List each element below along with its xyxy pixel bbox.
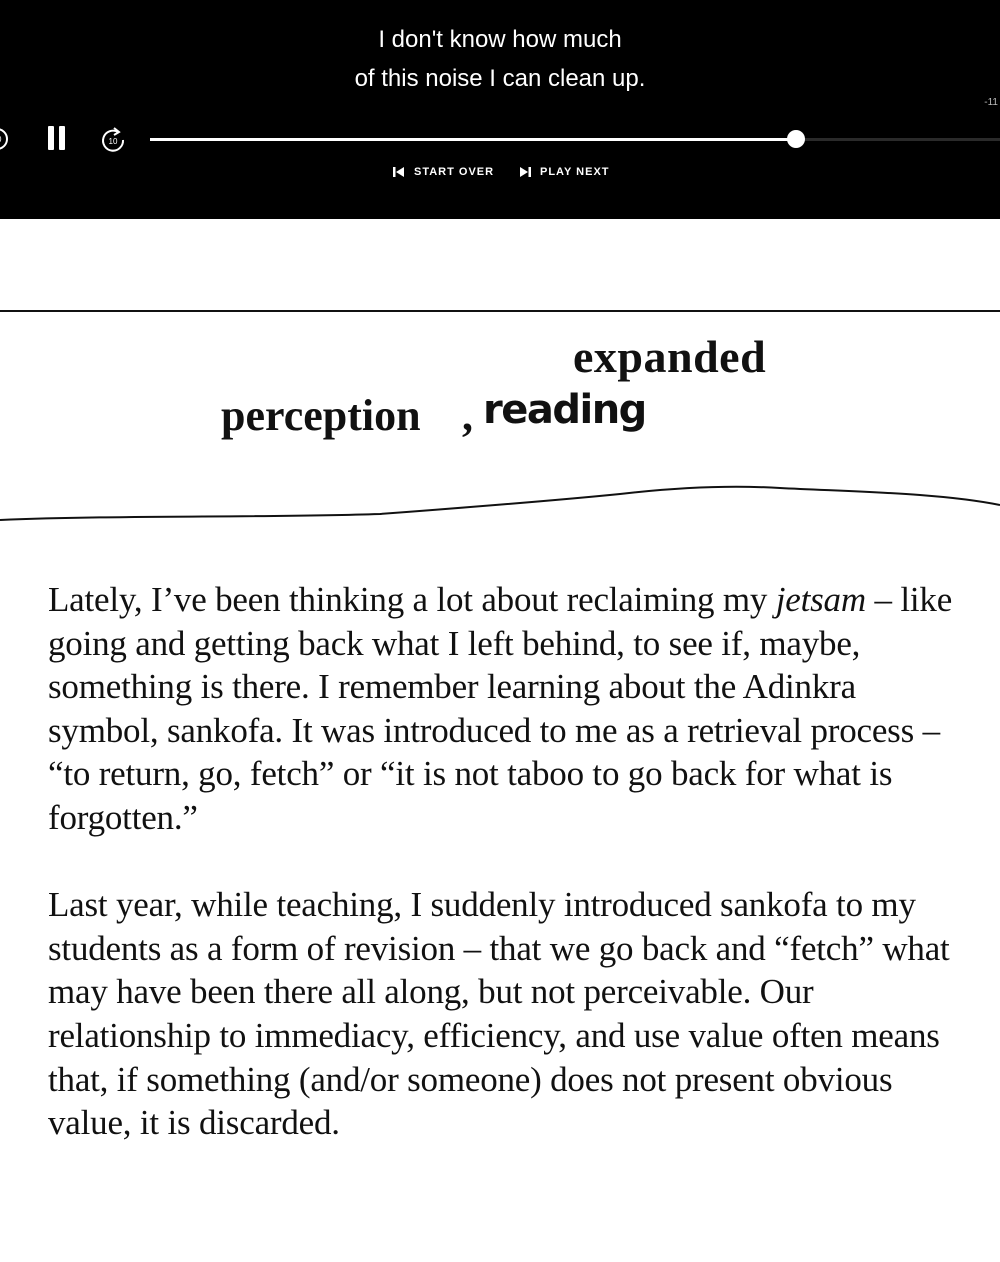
- skip-next-icon: [518, 166, 532, 178]
- play-next-button[interactable]: [518, 166, 610, 178]
- article-body: [48, 578, 973, 1145]
- headline-word-perception: perception: [221, 391, 421, 440]
- progress-track[interactable]: [150, 138, 1000, 141]
- play-next-label: PLAY NEXT: [540, 166, 610, 178]
- progress-fill: [150, 138, 796, 141]
- svg-text:10: [0, 135, 2, 144]
- jetsam-term: jetsam: [775, 580, 866, 619]
- caption-line-2: of this noise I can clean up.: [354, 65, 646, 92]
- section-divider: [0, 310, 1000, 312]
- rewind-icon[interactable]: [0, 126, 10, 152]
- start-over-label: START OVER: [414, 166, 495, 178]
- article-paragraph-2: Last year, while teaching, I suddenly introduced sankofa to my students as a form of revision – that we go back and “fetch” what may have been there all along, but not perceivable. Our relationship to immediacy, efficiency, and use value often means that, if something (and/or someone) does not present obvious value, it is discarded.: [48, 885, 950, 1143]
- caption-line-1: I don't know how much: [378, 26, 622, 53]
- paragraph-1-lead: Lately, I’ve been thinking a lot about reclaiming my: [48, 580, 768, 619]
- headline-word-expanded: expanded: [573, 331, 767, 382]
- svg-text:10: 10: [108, 137, 118, 146]
- paragraph-1-rest: – like going and getting back what I left behind, to see if, maybe, something is there. I remember learning about the Adinkra symbol, sankofa. It was introduced to me as a retrieval process – “to return, go, fetch” or “it is not taboo to go back for what is forgotten.”: [48, 580, 953, 837]
- start-over-button[interactable]: [392, 166, 494, 178]
- headline-comma: ,: [462, 391, 473, 440]
- audio-player: [0, 0, 1000, 219]
- pause-icon[interactable]: [46, 125, 68, 151]
- headline-word-reading: reading: [483, 387, 646, 433]
- skip-back-icon: [392, 166, 406, 178]
- wavy-divider: [0, 475, 1000, 535]
- forward-10-icon[interactable]: [99, 125, 127, 153]
- article-paragraph-1: [48, 578, 973, 840]
- time-remaining: -11: [984, 97, 998, 108]
- progress-knob[interactable]: [787, 130, 805, 148]
